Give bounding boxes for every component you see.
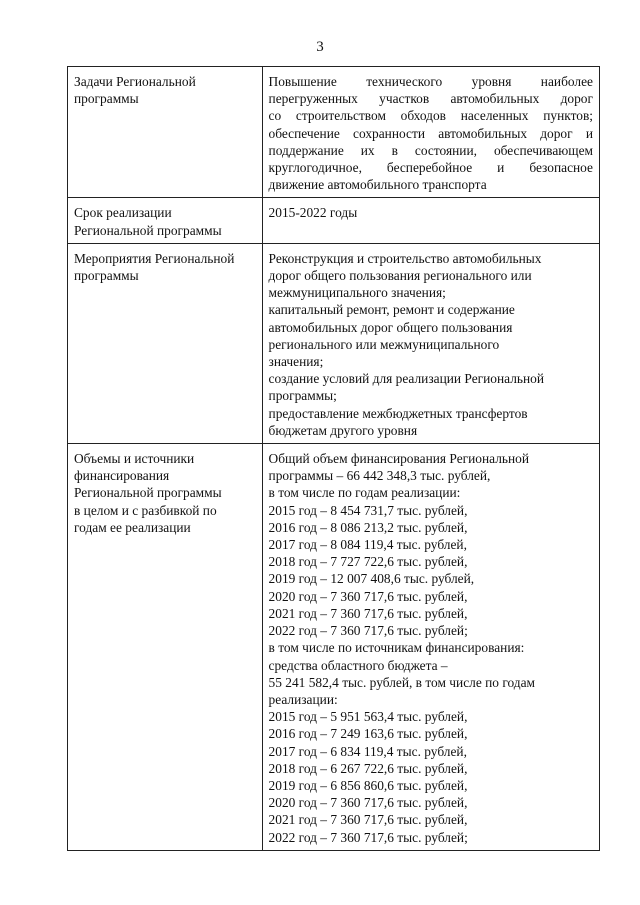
table-row-activities [68, 243, 600, 443]
value-line: круглогодичное, бесперебойное и безопасное [268, 160, 593, 176]
value-line: поддержание их в состоянии, обеспечивающем [268, 142, 593, 158]
label-line: Мероприятия Региональной [74, 250, 235, 266]
value-line: создание условий для реализации Региональной [268, 371, 545, 387]
value-cell-activities [262, 243, 599, 443]
value-line: программы – 66 442 348,3 тыс. рублей, [268, 468, 491, 484]
value-line: регионального или межмуниципального [268, 336, 500, 352]
value-line: 2015 год – 5 951 563,4 тыс. рублей, [268, 709, 468, 725]
label-cell-activities [68, 243, 263, 443]
value-line: движение автомобильного транспорта [268, 177, 487, 193]
value-line: 2022 год – 7 360 717,6 тыс. рублей; [268, 829, 468, 845]
value-line: 2016 год – 8 086 213,2 тыс. рублей, [268, 519, 468, 535]
value-line: бюджетам другого уровня [268, 422, 418, 438]
label-cell-tasks [68, 67, 263, 198]
value-line: 2016 год – 7 249 163,6 тыс. рублей, [268, 726, 468, 742]
table-row-term [68, 198, 600, 243]
value-line: финансирования [74, 468, 170, 484]
value-line: значения; [268, 354, 324, 370]
value-line: 2020 год – 7 360 717,6 тыс. рублей, [268, 588, 468, 604]
label-line: Задачи Региональной [74, 74, 196, 89]
value-line: 2018 год – 6 267 722,6 тыс. рублей, [268, 760, 468, 776]
label-cell-funding [68, 444, 263, 851]
table-row-tasks [68, 67, 600, 198]
value-line: программы; [268, 388, 337, 404]
value-line: предоставление межбюджетных трансфертов [268, 405, 528, 421]
value-line: в целом и с разбивкой по [74, 502, 217, 518]
value-line: межмуниципального значения; [268, 285, 446, 301]
value-line: реализации: [268, 691, 338, 707]
value-line: автомобильных дорог общего пользования [268, 319, 513, 335]
value-line: 2022 год – 7 360 717,6 тыс. рублей; [268, 623, 468, 639]
value-line: капитальный ремонт, ремонт и содержание [268, 302, 515, 318]
program-passport-table [67, 66, 600, 851]
value-line: 2017 год – 8 084 119,4 тыс. рублей, [268, 537, 467, 553]
value-cell-tasks [262, 67, 599, 198]
value-line: 2019 год – 12 007 408,6 тыс. рублей, [268, 571, 475, 587]
value-line: 55 241 582,4 тыс. рублей, в том числе по годам [268, 674, 536, 690]
value-line: в том числе по годам реализации: [268, 485, 461, 501]
value-line: со строительством обходов населенных пунктов; [268, 108, 593, 124]
value-line: 2021 год – 7 360 717,6 тыс. рублей, [268, 605, 468, 621]
value-line: 2019 год – 6 856 860,6 тыс. рублей, [268, 777, 468, 793]
page-number: 3 [316, 39, 324, 55]
value-line: 2015 год – 8 454 731,7 тыс. рублей, [268, 502, 468, 518]
value-cell-funding [262, 444, 599, 851]
value-line: Общий объем финансирования Региональной [268, 451, 530, 467]
value-line: дорог общего пользования регионального или [268, 268, 532, 284]
value-line: в том числе по источникам финансирования: [268, 640, 525, 656]
label-line: программы [74, 268, 139, 284]
value-line: 2020 год – 7 360 717,6 тыс. рублей, [268, 795, 468, 811]
value-line: Повышение технического уровня наиболее [268, 74, 593, 89]
value-line: Региональной программы [74, 485, 222, 501]
value-line: годам ее реализации [74, 519, 191, 535]
value-cell-term [262, 198, 599, 243]
value-line: Объемы и источники [74, 451, 195, 467]
label-cell-term [68, 198, 263, 243]
value-line: 2015-2022 годы [268, 205, 358, 221]
value-line: 2018 год – 7 727 722,6 тыс. рублей, [268, 554, 468, 570]
label-line: программы [74, 91, 139, 107]
value-line: перегруженных участков автомобильных дорог [268, 91, 593, 107]
value-line: 2017 год – 6 834 119,4 тыс. рублей, [268, 743, 467, 759]
value-line: Реконструкция и строительство автомобильных [268, 250, 542, 266]
value-line: обеспечение сохранности автомобильных дорог и [268, 125, 593, 141]
label-line: Срок реализации [74, 205, 172, 221]
label-line: Региональной программы [74, 222, 222, 238]
table-row-funding [68, 444, 600, 851]
value-line: 2021 год – 7 360 717,6 тыс. рублей, [268, 812, 468, 828]
value-line: средства областного бюджета – [268, 657, 448, 673]
